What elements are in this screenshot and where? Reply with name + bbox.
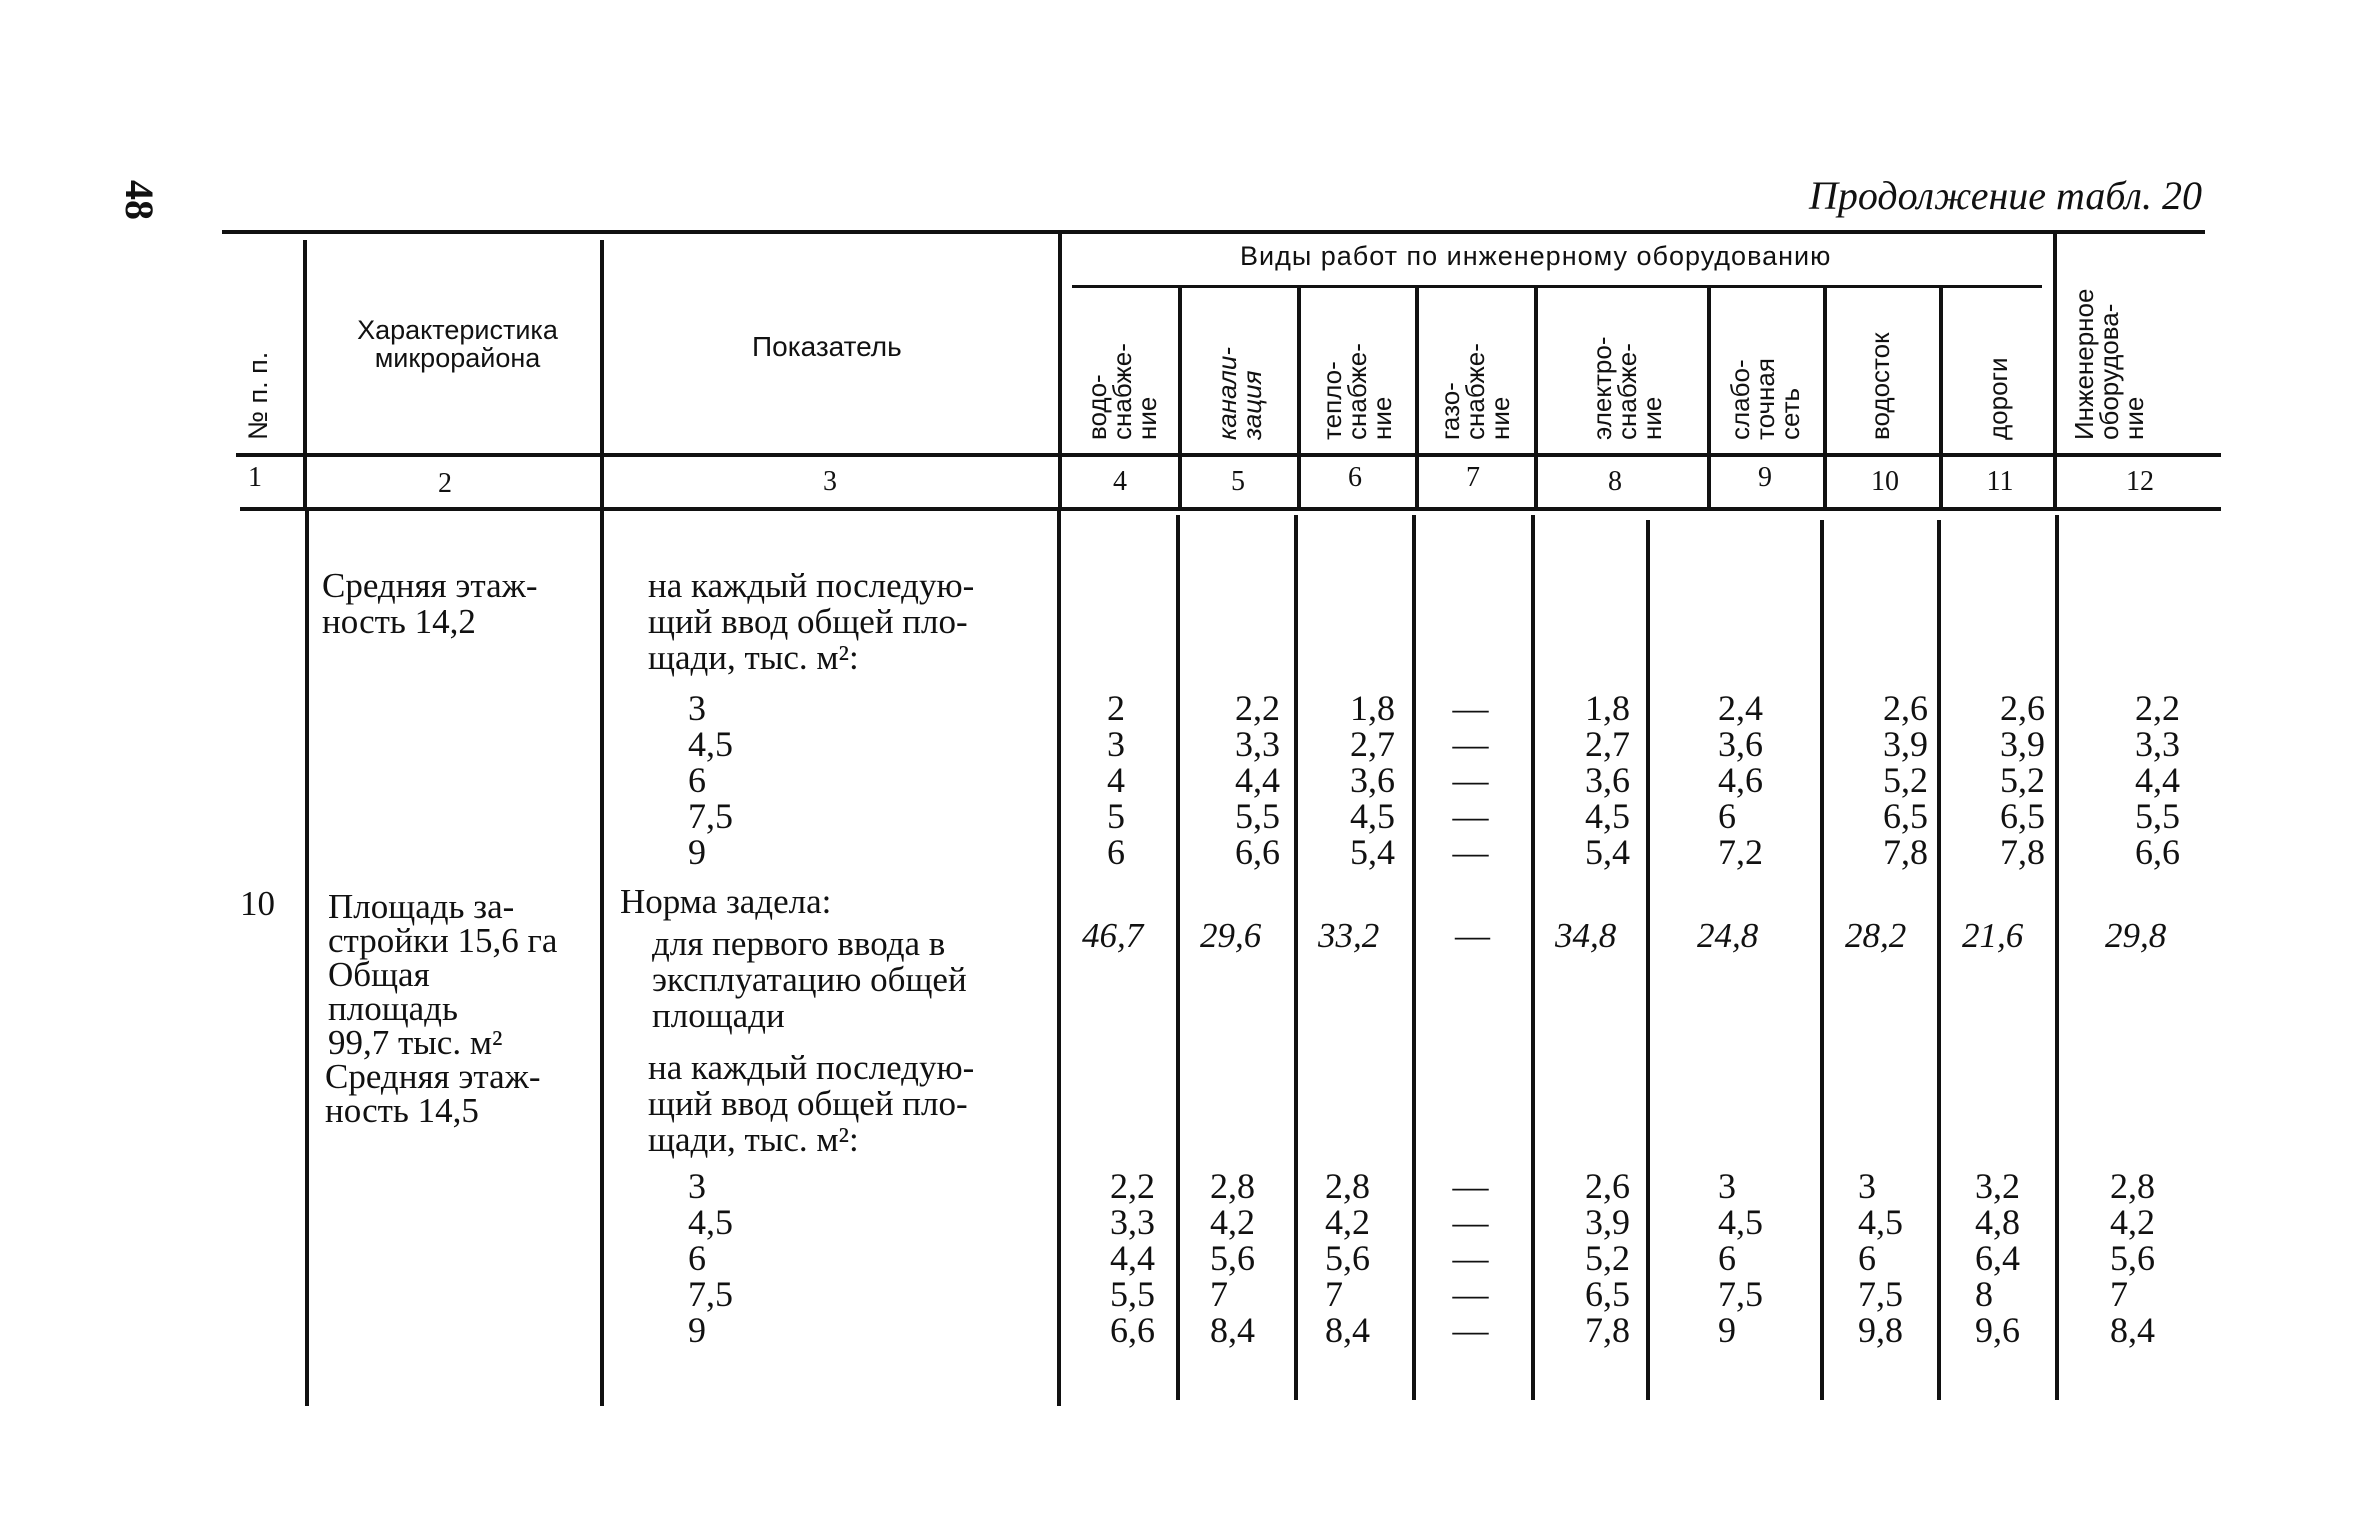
col-number: 6 [1348, 462, 1362, 493]
block2-first-power: 34,8 [1555, 916, 1617, 955]
header-gas-supply: газо- снабже- ние [1435, 343, 1515, 440]
header-divider [1823, 288, 1827, 510]
block2-low-current: 3 4,5 6 7,5 9 [1718, 1166, 1763, 1350]
col-number: 7 [1466, 462, 1480, 493]
block2-first-storm: 28,2 [1845, 916, 1907, 955]
header-divider [1415, 288, 1419, 510]
header-divider [1939, 288, 1943, 510]
col-number: 3 [823, 466, 837, 497]
col-number: 10 [1871, 466, 1899, 497]
block1-indicator: на каждый последую- щий ввод общей пло- щади, тыс. м²: [648, 566, 975, 677]
block2-first-gas: — [1455, 916, 1490, 955]
block2-gas-supply: — — — — — [1452, 1166, 1489, 1350]
block2-characteristic: Площадь за- стройки 15,6 га Общая площадь 99,7 тыс. м² Средняя этаж- ность 14,5 [325, 887, 558, 1130]
block2-water-supply: 2,2 3,3 4,4 5,5 6,6 [1110, 1166, 1155, 1350]
block1-power-supply: 1,8 2,7 3,6 4,5 5,4 [1585, 688, 1630, 872]
header-divider [1058, 232, 1062, 510]
header-characteristic: Характеристика микрорайона [357, 315, 558, 373]
header-storm-drain: водосток [1865, 332, 1895, 440]
body-divider [1820, 520, 1824, 1400]
block2-norm-title: Норма задела: [620, 882, 832, 921]
block2-first-low-current: 24,8 [1697, 916, 1759, 955]
continuation-title: Продолжение табл. 20 [1808, 173, 2202, 218]
col-number: 4 [1113, 466, 1127, 497]
body-divider [1412, 515, 1416, 1400]
block2-indicator: на каждый последую- щий ввод общей пло- щади, тыс. м²: [648, 1048, 975, 1159]
col-number: 1 [248, 462, 262, 493]
block2-areas: 3 4,5 6 7,5 9 [688, 1166, 733, 1350]
block2-sewerage: 2,8 4,2 5,6 7 8,4 [1210, 1166, 1255, 1350]
body-divider [1646, 520, 1650, 1400]
block2-row-number: 10 [240, 884, 275, 923]
header-col-number: № п. п. [243, 351, 273, 440]
body-divider [2055, 515, 2059, 1400]
header-divider [1297, 288, 1301, 510]
block2-first-heat: 33,2 [1318, 916, 1380, 955]
block2-first-engineering: 29,8 [2105, 916, 2167, 955]
body-divider [1294, 515, 1298, 1400]
header-divider [1707, 288, 1711, 510]
block1-water-supply: 2 3 4 5 6 [1107, 688, 1125, 872]
block1-storm-drain: 2,6 3,9 5,2 6,5 7,8 [1883, 688, 1928, 872]
block1-engineering: 2,2 3,3 4,4 5,5 6,6 [2135, 688, 2180, 872]
group-header-rule [1072, 285, 2042, 288]
header-bottom-rule [236, 453, 2221, 457]
header-sewerage: канали- зация [1212, 347, 1267, 440]
header-heat-supply: тепло- снабже- ние [1317, 343, 1397, 440]
header-divider [1178, 288, 1182, 510]
block1-characteristic: Средняя этаж- ность 14,2 [322, 566, 538, 641]
header-divider [600, 240, 604, 510]
block1-areas: 3 4,5 6 7,5 9 [688, 688, 733, 872]
block2-engineering: 2,8 4,2 5,6 7 8,4 [2110, 1166, 2155, 1350]
header-divider [2053, 232, 2057, 510]
block2-storm-drain: 3 4,5 6 7,5 9,8 [1858, 1166, 1903, 1350]
col-number: 5 [1231, 466, 1245, 497]
header-divider [1534, 288, 1538, 510]
table-top-rule [222, 230, 2205, 234]
block1-sewerage: 2,2 3,3 4,4 5,5 6,6 [1235, 688, 1280, 872]
header-roads: дороги [1983, 357, 2013, 440]
page-number: 48 [117, 180, 162, 220]
body-divider [1057, 511, 1061, 1406]
body-divider [1531, 515, 1535, 1400]
block2-first-input: для первого ввода в эксплуатацию общей площади [652, 924, 967, 1035]
body-divider [305, 511, 309, 1406]
header-work-types: Виды работ по инженерному оборудованию [1240, 241, 1832, 271]
col-number: 2 [438, 468, 452, 499]
header-indicator: Показатель [752, 331, 902, 362]
header-low-current-network: слабо- точная сеть [1725, 358, 1805, 440]
block2-roads: 3,2 4,8 6,4 8 9,6 [1975, 1166, 2020, 1350]
body-divider [600, 511, 604, 1406]
header-divider [303, 240, 307, 510]
col-number: 11 [1986, 466, 2014, 497]
block1-gas-supply: — — — — — [1452, 688, 1489, 872]
block2-heat-supply: 2,8 4,2 5,6 7 8,4 [1325, 1166, 1370, 1350]
block1-roads: 2,6 3,9 5,2 6,5 7,8 [2000, 688, 2045, 872]
block2-first-water: 46,7 [1082, 916, 1144, 955]
col-number: 8 [1608, 466, 1622, 497]
header-power-supply: электро- снабже- ние [1587, 336, 1667, 440]
block2-first-sewerage: 29,6 [1200, 916, 1262, 955]
col-number: 9 [1758, 462, 1772, 493]
block2-first-roads: 21,6 [1962, 916, 2024, 955]
col-number: 12 [2126, 466, 2154, 497]
colnum-bottom-rule [240, 507, 2221, 511]
block1-low-current: 2,4 3,6 4,6 6 7,2 [1718, 688, 1763, 872]
header-water-supply: водо- снабже- ние [1082, 343, 1162, 440]
body-divider [1937, 520, 1941, 1400]
header-engineering-equipment: Инженерное оборудова- ние [2069, 288, 2149, 440]
block2-power-supply: 2,6 3,9 5,2 6,5 7,8 [1585, 1166, 1630, 1350]
body-divider [1176, 515, 1180, 1400]
block1-heat-supply: 1,8 2,7 3,6 4,5 5,4 [1350, 688, 1395, 872]
